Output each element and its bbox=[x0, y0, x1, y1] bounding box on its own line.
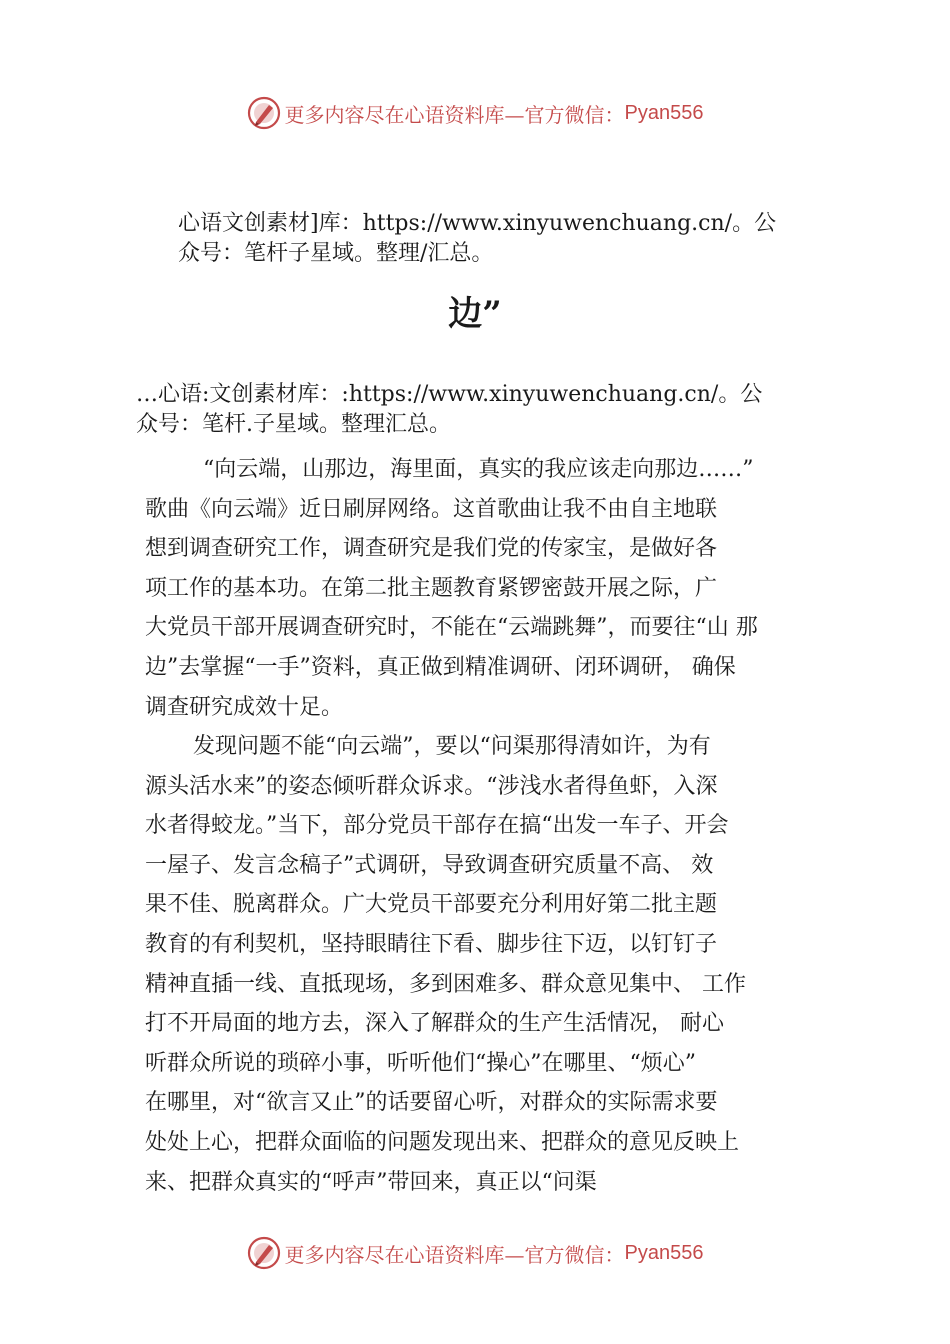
paragraph-2 bbox=[145, 727, 835, 1202]
paragraph-line: 来、把群众真实的“呼声”带回来，真正以“问渠 bbox=[145, 1169, 597, 1195]
paragraph-line: 打不开局面的地方去，深入了解群众的生产生活情况， 耐心 bbox=[145, 1011, 724, 1037]
paragraph-line: 发现问题不能“向云端”，要以“问渠那得清如许，为有 bbox=[193, 734, 711, 759]
footer-banner-text: 更多内容尽在心语资料库—官方微信： bbox=[284, 1242, 625, 1267]
paragraph-line: 果不佳、脱离群众。广大党员干部要充分利用好第二批主题 bbox=[145, 892, 718, 918]
page-title: 边” bbox=[448, 294, 502, 334]
paragraph-line: 想到调查研究工作，调查研究是我们党的传家宝，是做好各 bbox=[145, 536, 718, 562]
paragraph-line: 大党员干部开展调查研究时，不能在“云端跳舞”，而要往“山 那 bbox=[145, 615, 758, 641]
notice-top bbox=[178, 209, 776, 269]
pen-logo-icon bbox=[247, 1236, 281, 1270]
paragraph-line: “向云端，山那边，海里面，真实的我应该走向那边……” bbox=[203, 457, 754, 482]
notice-second-line: 众号：笔杆.子星域。整理汇总。 bbox=[136, 412, 451, 437]
header-banner bbox=[0, 93, 950, 133]
paragraph-line: 调查研究成效十足。 bbox=[145, 694, 344, 720]
paragraph-1 bbox=[145, 450, 835, 727]
header-banner-text: 更多内容尽在心语资料库—官方微信： bbox=[284, 102, 625, 127]
paragraph-line: 项工作的基本功。在第二批主题教育紧锣密鼓开展之际，广 bbox=[145, 575, 718, 601]
paragraph-line: 源头活水来”的姿态倾听群众诉求。“涉浅水者得鱼虾，入深 bbox=[145, 773, 718, 799]
paragraph-line: 听群众所说的琐碎小事，听听他们“操心”在哪里、“烦心” bbox=[145, 1050, 696, 1076]
paragraph-line: 教育的有利契机，坚持眼睛往下看、脚步往下迈，以钉钉子 bbox=[145, 931, 718, 957]
notice-top-line: 心语文创素材]库：https://www.xinyuwenchuang.cn/。公 bbox=[178, 211, 777, 236]
paragraph-line: 一屋子、发言念稿子”式调研，导致调查研究质量不高、 效 bbox=[145, 852, 714, 878]
paragraph-line: 歌曲《向云端》近日刷屏网络。这首歌曲让我不由自主地联 bbox=[145, 496, 718, 522]
paragraph-line: 水者得蛟龙。”当下，部分党员干部存在搞“出发一车子、开会 bbox=[145, 813, 729, 839]
footer-banner-id: Pyan556 bbox=[624, 1241, 704, 1264]
footer-banner bbox=[0, 1233, 950, 1273]
pen-logo-icon bbox=[247, 96, 281, 130]
notice-second-line: …心语:文创素材库：:https://www.xinyuwenchuang.cn/。公 bbox=[136, 382, 763, 407]
paragraph-line: 处处上心，把群众面临的问题发现出来、把群众的意见反映上 bbox=[145, 1129, 740, 1155]
notice-top-line: 众号：笔杆子星域。整理/汇总。 bbox=[178, 241, 494, 266]
paragraph-line: 在哪里，对“欲言又止”的话要留心听，对群众的实际需求要 bbox=[145, 1090, 718, 1116]
paragraph-line: 精神直插一线、直抵现场，多到困难多、群众意见集中、 工作 bbox=[145, 971, 746, 997]
header-banner-id: Pyan556 bbox=[624, 101, 704, 124]
notice-second bbox=[136, 380, 762, 440]
paragraph-line: 边”去掌握“一手”资料，真正做到精准调研、闭环调研， 确保 bbox=[145, 654, 736, 680]
